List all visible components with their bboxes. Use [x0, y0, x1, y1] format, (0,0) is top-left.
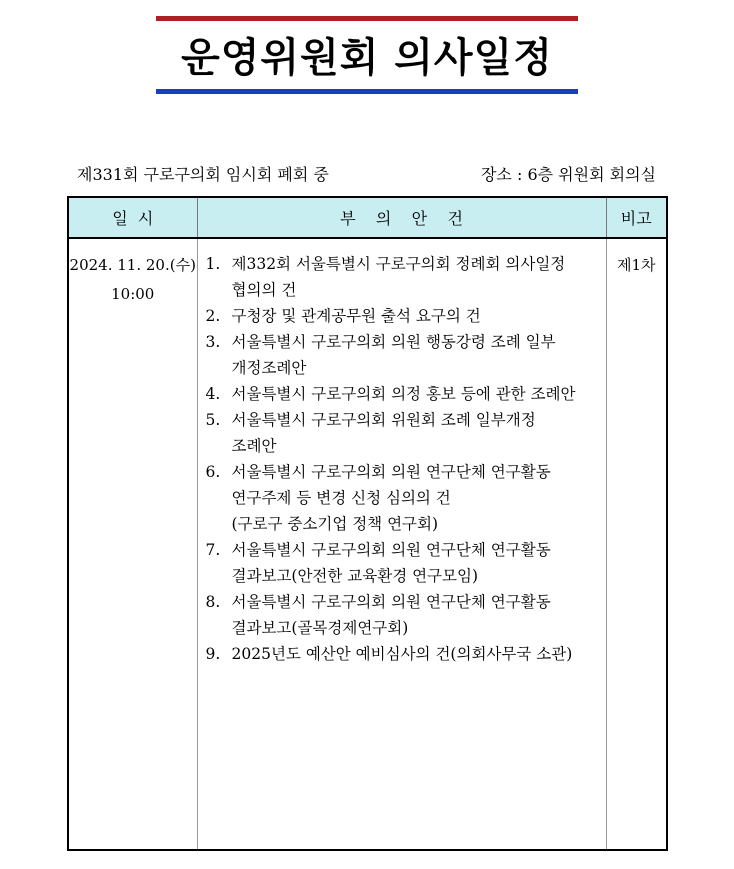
- agenda-item-text: [232, 381, 600, 407]
- agenda-item-line: 서울특별시 구로구의회 의원 연구단체 연구활동: [231, 463, 551, 481]
- agenda-item: [206, 589, 600, 641]
- agenda-item-number: 7.: [205, 541, 221, 559]
- agenda-list: [198, 239, 606, 667]
- table-row: [68, 238, 667, 850]
- agenda-table: [67, 196, 668, 851]
- session-info: 제331회 구로구의회 임시회 폐회 중: [77, 165, 329, 184]
- agenda-item-text: [232, 407, 600, 459]
- agenda-item: [206, 381, 600, 407]
- location-info: 장소 : 6층 위원회 회의실: [480, 165, 656, 184]
- agenda-item: [206, 407, 600, 459]
- agenda-item: [206, 303, 600, 329]
- agenda-item-line: 결과보고(안전한 교육환경 연구모임): [231, 567, 479, 585]
- meeting-date: 2024. 11. 20.(수): [69, 256, 196, 274]
- agenda-item-text: [232, 303, 600, 329]
- page-title: 운영위원회 의사일정: [181, 35, 553, 81]
- agenda-item: [206, 329, 600, 381]
- agenda-item-line: 서울특별시 구로구의회 의원 행동강령 조례 일부: [231, 333, 556, 351]
- agenda-item: [206, 537, 600, 589]
- header-note: 비고: [606, 197, 667, 238]
- agenda-item-line: 서울특별시 구로구의회 의원 연구단체 연구활동: [231, 541, 551, 559]
- agenda-item-line: 2025년도 예산안 예비심사의 건(의회사무국 소관): [231, 645, 573, 663]
- agenda-item-line: (구로구 중소기업 정책 연구회): [231, 515, 439, 533]
- agenda-item-line: 서울특별시 구로구의회 의원 연구단체 연구활동: [231, 593, 551, 611]
- title-top-rule: [156, 16, 578, 21]
- agenda-item: [206, 459, 600, 537]
- agenda-item-number: 5.: [205, 411, 221, 429]
- agenda-item-line: 조례안: [231, 437, 277, 455]
- agenda-item: [206, 641, 600, 667]
- agenda-item-line: 협의의 건: [231, 281, 297, 299]
- agenda-item-text: [232, 459, 600, 537]
- agenda-item-number: 1.: [205, 255, 221, 273]
- agenda-item-number: 6.: [205, 463, 221, 481]
- header-date: 일 시: [68, 197, 197, 238]
- agenda-item-text: [232, 329, 600, 381]
- agenda-item: [206, 251, 600, 303]
- agenda-item-text: [232, 589, 600, 641]
- agenda-item-text: [232, 251, 600, 303]
- agenda-item-text: [232, 641, 600, 667]
- agenda-item-line: 제332회 서울특별시 구로구의회 정례회 의사일정: [231, 255, 566, 273]
- table-header-row: [68, 197, 667, 238]
- agenda-item-line: 연구주제 등 변경 신청 심의의 건: [231, 489, 451, 507]
- note-cell: [606, 238, 667, 850]
- agenda-item-line: 서울특별시 구로구의회 위원회 조례 일부개정: [231, 411, 536, 429]
- title-bottom-rule: [156, 89, 578, 94]
- agenda-item-line: 개정조례안: [231, 359, 307, 377]
- agenda-cell: [197, 238, 606, 850]
- agenda-item-number: 2.: [205, 307, 221, 325]
- agenda-item-line: 서울특별시 구로구의회 의정 홍보 등에 관한 조례안: [231, 385, 576, 403]
- date-cell: [68, 238, 197, 850]
- agenda-item-line: 구청장 및 관계공무원 출석 요구의 건: [231, 307, 481, 325]
- agenda-item-number: 9.: [205, 645, 221, 663]
- agenda-item-line: 결과보고(골목경제연구회): [231, 619, 409, 637]
- agenda-item-number: 4.: [205, 385, 221, 403]
- agenda-item-number: 8.: [205, 593, 221, 611]
- header-agenda: 부 의 안 건: [197, 197, 606, 238]
- agenda-item-number: 3.: [205, 333, 221, 351]
- meeting-time: 10:00: [111, 285, 155, 303]
- agenda-item-text: [232, 537, 600, 589]
- session-number: 제1차: [616, 256, 656, 274]
